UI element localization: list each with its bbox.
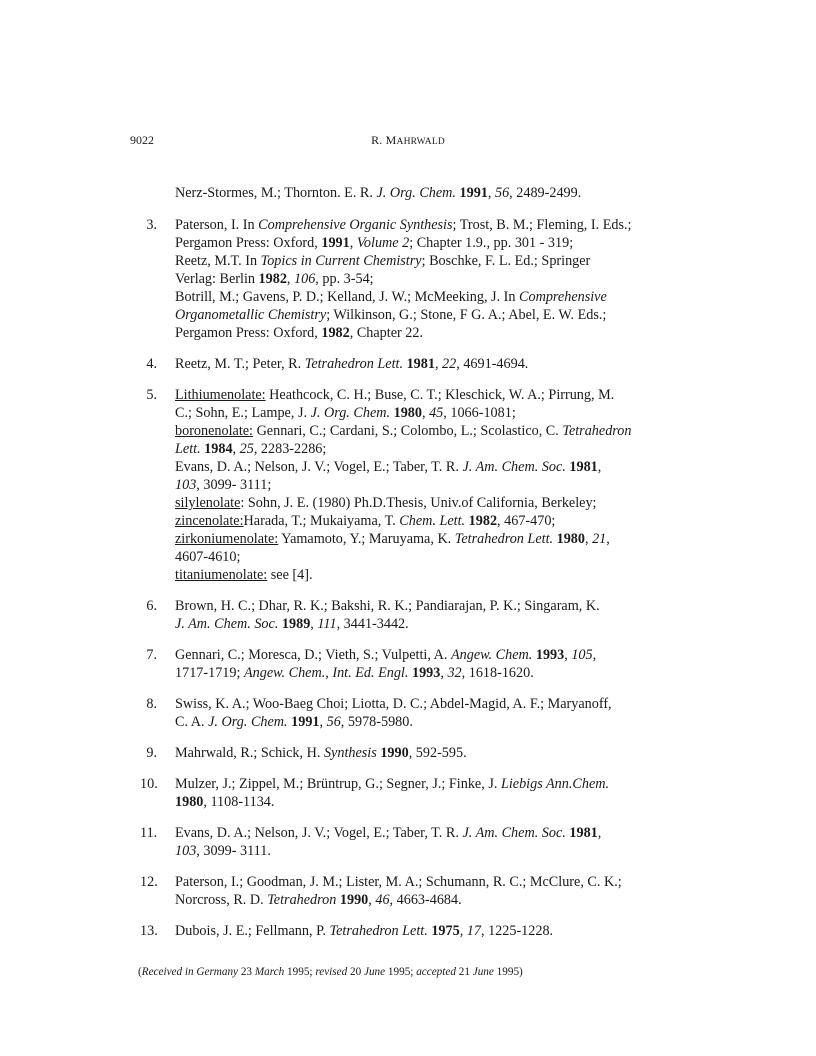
reference-11: [140, 824, 680, 860]
ref-line: Reetz, M. T.; Peter, R. Tetrahedron Lett. 1981, 22, 4691-4694.: [175, 356, 529, 372]
ref-line: C.; Sohn, E.; Lampe, J. J. Org. Chem. 1980, 45, 1066-1081;: [175, 405, 516, 421]
ref-line: Botrill, M.; Gavens, P. D.; Kelland, J. W.; McMeeking, J. In Comprehensive: [175, 289, 607, 305]
ref-line: Paterson, I.; Goodman, J. M.; Lister, M. A.; Schumann, R. C.; McClure, C. K.;: [175, 874, 622, 890]
ref-line: boronenolate: Gennari, C.; Cardani, S.; Colombo, L.; Scolastico, C. Tetrahedron: [175, 423, 632, 439]
ref-line: J. Am. Chem. Soc. 1989, 111, 3441-3442.: [175, 616, 409, 632]
ref-line: Reetz, M.T. In Topics in Current Chemistry; Boschke, F. L. Ed.; Springer: [175, 253, 591, 269]
ref-line: Brown, H. C.; Dhar, R. K.; Bakshi, R. K.; Pandiarajan, P. K.; Singaram, K.: [175, 598, 600, 614]
running-head-initial: R. M: [371, 133, 397, 147]
ref-line: Mulzer, J.; Zippel, M.; Brüntrup, G.; Segner, J.; Finke, J. Liebigs Ann.Chem.: [175, 776, 610, 792]
ref-line: Pergamon Press: Oxford, 1982, Chapter 22.: [175, 325, 424, 341]
ref-line: Verlag: Berlin 1982, 106, pp. 3-54;: [175, 271, 374, 287]
reference-number: 10.: [140, 776, 158, 792]
reference-number: 12.: [140, 874, 158, 890]
ref-line: Evans, D. A.; Nelson, J. V.; Vogel, E.; Taber, T. R. J. Am. Chem. Soc. 1981,: [175, 825, 602, 841]
ref-line: zincenolate:Harada, T.; Mukaiyama, T. Chem. Lett. 1982, 467-470;: [175, 513, 556, 529]
ref-line: Mahrwald, R.; Schick, H. Synthesis 1990, 592-595.: [175, 745, 467, 761]
reference-number: 3.: [146, 217, 157, 233]
reference-5: [140, 386, 680, 584]
ref-line: titaniumenolate: see [4].: [175, 567, 313, 583]
ref-line: C. A. J. Org. Chem. 1991, 56, 5978-5980.: [175, 714, 413, 730]
reference-number: 9.: [146, 745, 157, 761]
ref-line: 1980, 1108-1134.: [175, 794, 275, 810]
ref-line: zirkoniumenolate: Yamamoto, Y.; Maruyama, K. Tetrahedron Lett. 1980, 21,: [175, 531, 610, 547]
reference-13: [140, 922, 680, 940]
running-head-smallcaps: AHRWALD: [396, 137, 445, 147]
reference-number: 6.: [146, 598, 157, 614]
reference-number: 11.: [140, 825, 158, 841]
reference-number: 4.: [146, 356, 157, 372]
ref-line: silylenolate: Sohn, J. E. (1980) Ph.D.Thesis, Univ.of California, Berkeley;: [175, 495, 597, 511]
ref-line: 103, 3099- 3111;: [175, 477, 272, 493]
reference-3: [140, 216, 680, 342]
ref-line: Nerz-Stormes, M.; Thornton. E. R. J. Org. Chem. 1991, 56, 2489-2499.: [175, 185, 582, 201]
reference-12: [140, 873, 680, 909]
ref-line: Norcross, R. D. Tetrahedron 1990, 46, 4663-4684.: [175, 892, 462, 908]
reference-7: [140, 646, 680, 682]
received-dates-note: (Received in Germany 23 March 1995; revised 20 June 1995; accepted 21 June 1995): [138, 966, 523, 978]
reference-number: 8.: [146, 696, 157, 712]
page-number: 9022: [130, 133, 154, 147]
reference-6: [140, 597, 680, 633]
reference-number: 7.: [146, 647, 157, 663]
reference-4: [140, 355, 680, 373]
running-head: [0, 133, 816, 148]
ref-line: Evans, D. A.; Nelson, J. V.; Vogel, E.; Taber, T. R. J. Am. Chem. Soc. 1981,: [175, 459, 602, 475]
reference-number: 13.: [140, 923, 158, 939]
ref-line: Gennari, C.; Moresca, D.; Vieth, S.; Vulpetti, A. Angew. Chem. 1993, 105,: [175, 647, 597, 663]
reference-10: [140, 775, 680, 811]
ref-line: Lithiumenolate: Heathcock, C. H.; Buse, C. T.; Kleschick, W. A.; Pirrung, M.: [175, 387, 615, 403]
reference-2-continued: [140, 184, 680, 202]
ref-line: 1717-1719; Angew. Chem., Int. Ed. Engl. 1993, 32, 1618-1620.: [175, 665, 534, 681]
ref-line: Lett. 1984, 25, 2283-2286;: [175, 441, 327, 457]
ref-line: Pergamon Press: Oxford, 1991, Volume 2; Chapter 1.9., pp. 301 - 319;: [175, 235, 574, 251]
ref-line: Paterson, I. In Comprehensive Organic Synthesis; Trost, B. M.; Fleming, I. Eds.;: [175, 217, 632, 233]
reference-number: 5.: [146, 387, 157, 403]
ref-line: 4607-4610;: [175, 549, 241, 565]
reference-9: [140, 744, 680, 762]
ref-line: Swiss, K. A.; Woo-Baeg Choi; Liotta, D. C.; Abdel-Magid, A. F.; Maryanoff,: [175, 696, 612, 712]
ref-line: Dubois, J. E.; Fellmann, P. Tetrahedron Lett. 1975, 17, 1225-1228.: [175, 923, 554, 939]
reference-list: [140, 184, 680, 953]
ref-line: 103, 3099- 3111.: [175, 843, 271, 859]
reference-8: [140, 695, 680, 731]
ref-line: Organometallic Chemistry; Wilkinson, G.; Stone, F G. A.; Abel, E. W. Eds.;: [175, 307, 607, 323]
